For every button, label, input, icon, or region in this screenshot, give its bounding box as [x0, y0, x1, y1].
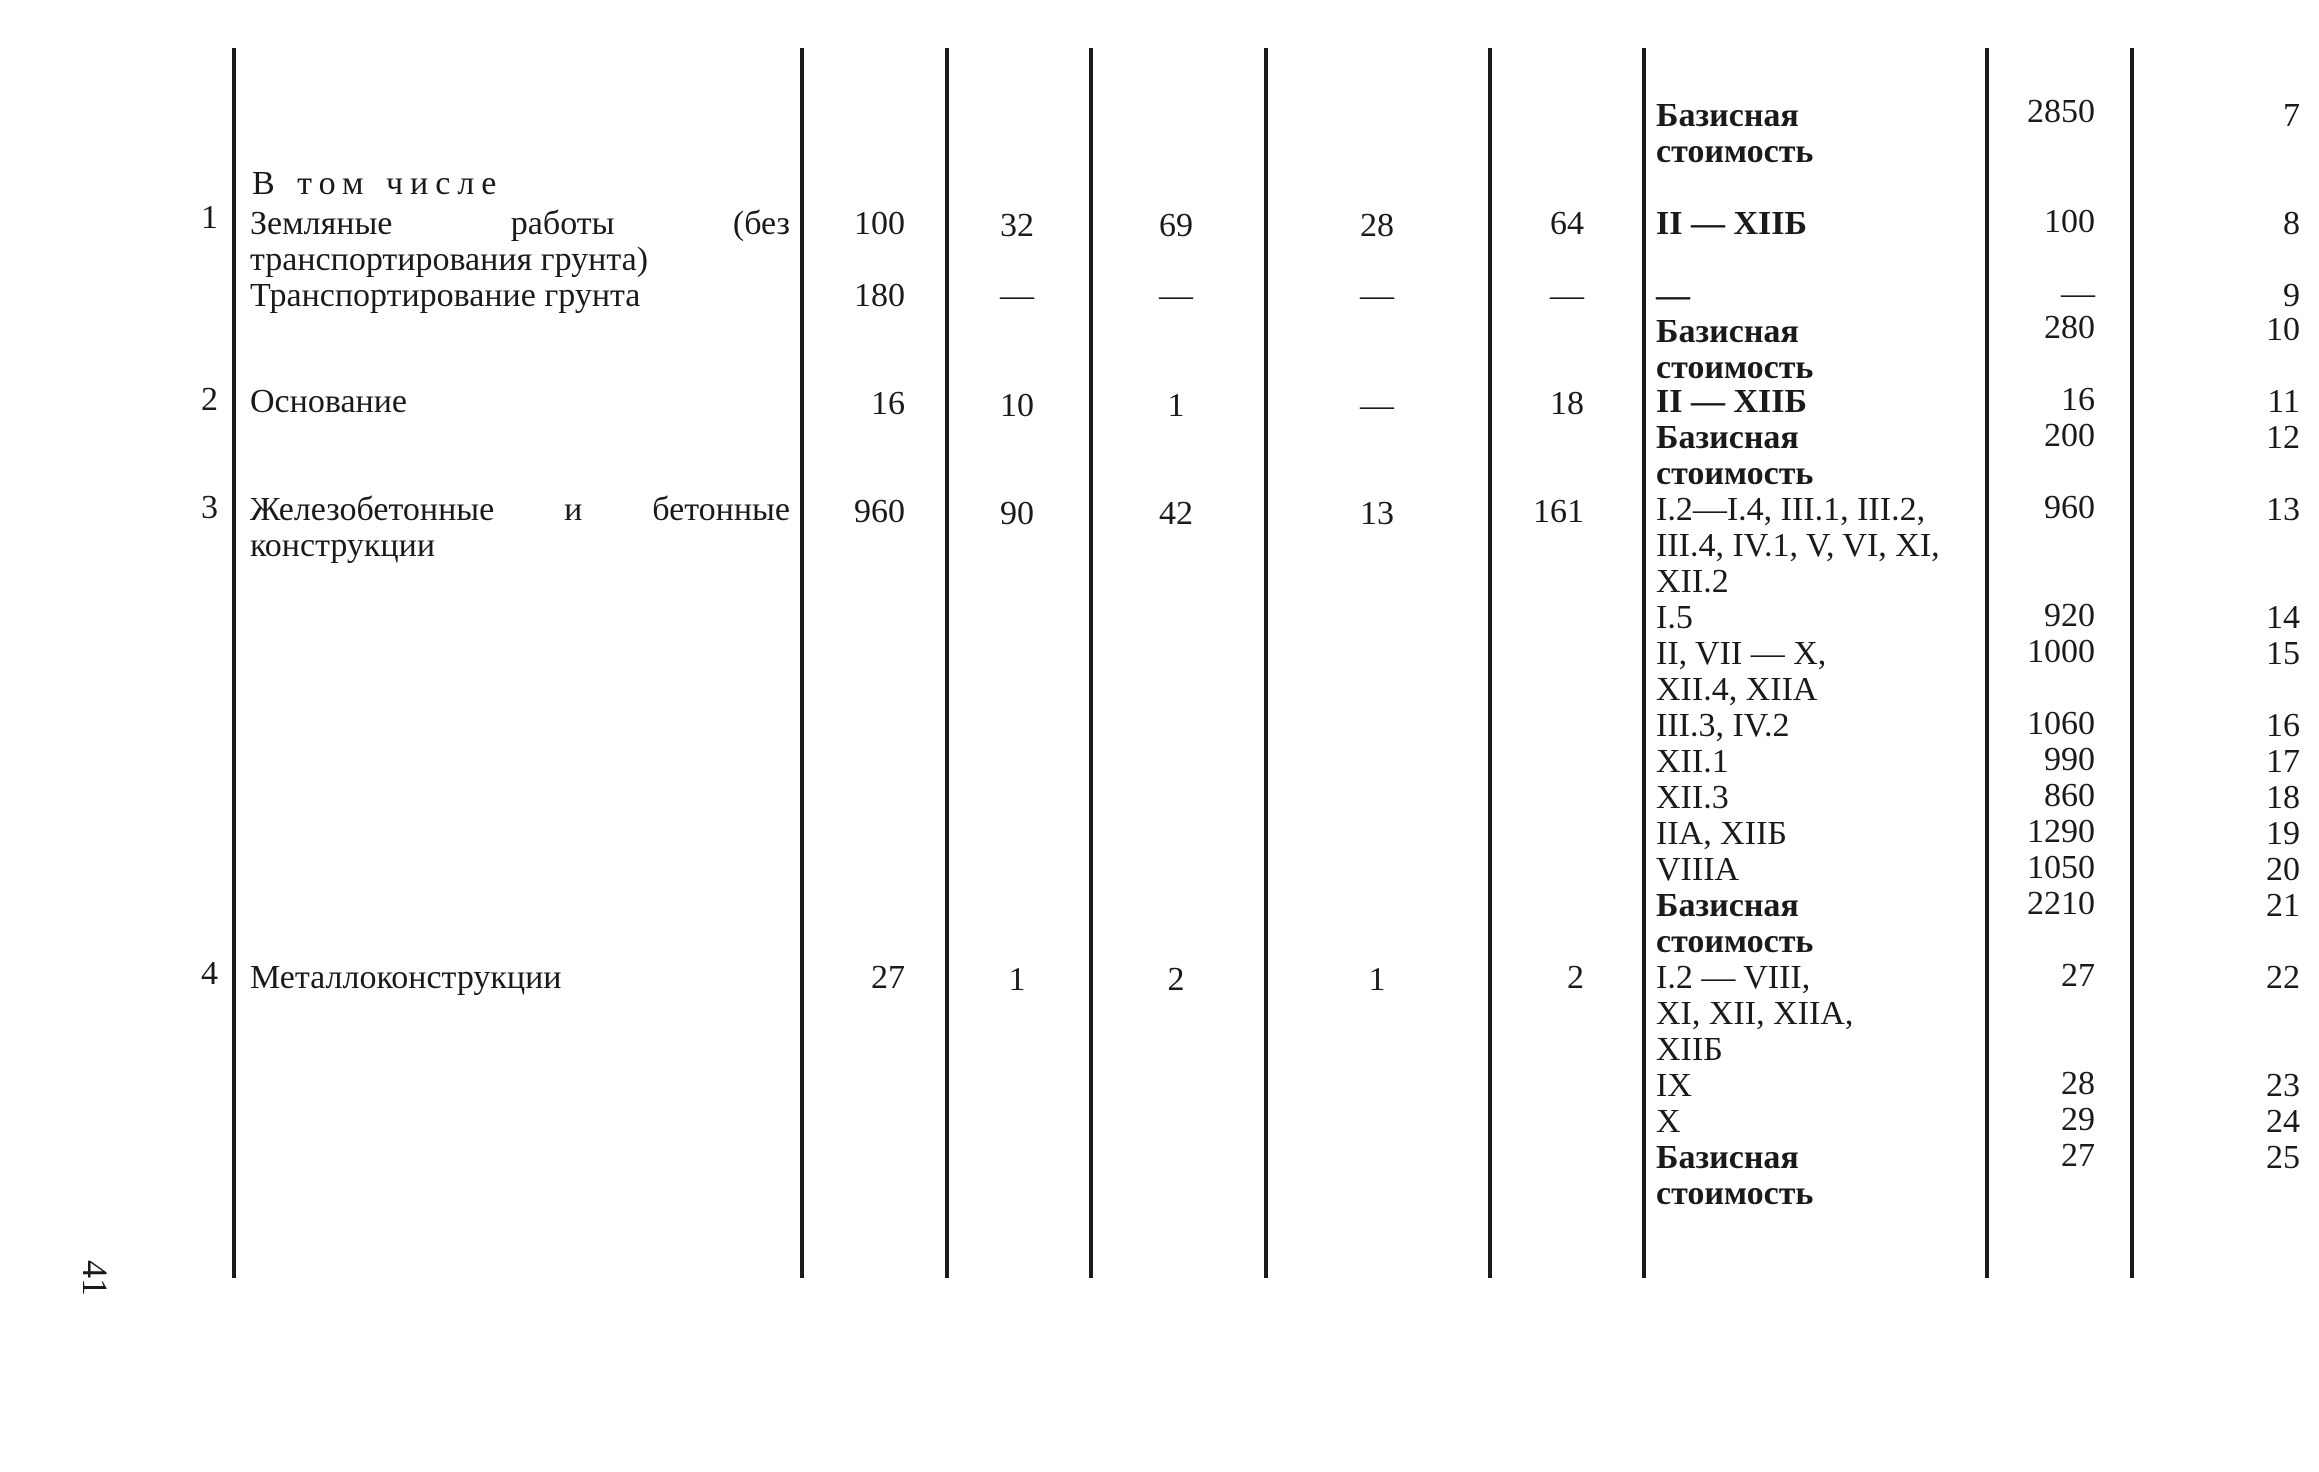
col4-cell: 1	[1368, 961, 1386, 998]
column-rule	[1089, 48, 1093, 1278]
index-cell: 20	[2266, 851, 2300, 888]
value-cell: 280	[2044, 309, 2095, 346]
row-number: 4	[201, 955, 218, 992]
index-cell: 22	[2266, 959, 2300, 996]
col2-cell: 10	[1000, 387, 1034, 424]
row-number: 3	[201, 489, 218, 526]
zone-cell: X	[1656, 1103, 1681, 1140]
value-cell: 2210	[2027, 885, 2095, 922]
col4-cell: —	[1360, 387, 1394, 424]
value-cell: 27	[2061, 1137, 2095, 1174]
index-cell: 17	[2266, 743, 2300, 780]
col3-cell: 1	[1167, 387, 1185, 424]
column-rule	[800, 48, 804, 1278]
col2-cell: —	[1000, 277, 1034, 314]
zone-cell: —	[1656, 277, 1690, 314]
index-cell: 24	[2266, 1103, 2300, 1140]
index-cell: 14	[2266, 599, 2300, 636]
item-name: Земляные работы (без транспортирования грунта)	[250, 205, 790, 278]
col4-cell: 28	[1360, 207, 1394, 244]
value-cell: 920	[2044, 597, 2095, 634]
col2-cell: 32	[1000, 207, 1034, 244]
col1-cell: 27	[871, 959, 905, 996]
value-cell: 960	[2044, 489, 2095, 526]
zone-cell: II, VII — X, XII.4, XIIA	[1656, 635, 1827, 708]
zone-cell: VIIIA	[1656, 851, 1740, 888]
index-cell: 11	[2267, 383, 2300, 420]
value-cell: 27	[2061, 957, 2095, 994]
page-number: 41	[75, 1260, 115, 1296]
item-name: Основание	[250, 383, 408, 420]
column-rule	[1488, 48, 1492, 1278]
column-rule	[2130, 48, 2134, 1278]
zone-cell: XII.3	[1656, 779, 1729, 816]
zone-cell: II — XIIБ	[1656, 205, 1807, 242]
zone-cell: Базисная стоимость	[1656, 887, 1814, 960]
zone-cell: I.2—I.4, III.1, III.2, III.4, IV.1, V, VI, XI, XII.2	[1656, 491, 1940, 600]
index-cell: 8	[2283, 205, 2300, 242]
row-header-label: В том числе	[252, 165, 504, 202]
col3-cell: 42	[1159, 495, 1193, 532]
index-cell: 18	[2266, 779, 2300, 816]
index-cell: 16	[2266, 707, 2300, 744]
index-cell: 9	[2283, 277, 2300, 314]
col2-cell: 90	[1000, 495, 1034, 532]
value-cell: 29	[2061, 1101, 2095, 1138]
zone-cell: Базисная стоимость	[1656, 313, 1814, 386]
value-cell: 1050	[2027, 849, 2095, 886]
col3-cell: —	[1159, 277, 1193, 314]
col3-cell: 69	[1159, 207, 1193, 244]
value-cell: 16	[2061, 381, 2095, 418]
value-cell: 2850	[2027, 93, 2095, 130]
col5-cell: —	[1550, 277, 1584, 314]
col1-cell: 100	[854, 205, 905, 242]
column-rule	[232, 48, 236, 1278]
column-rule	[1642, 48, 1646, 1278]
value-cell: 1290	[2027, 813, 2095, 850]
index-cell: 19	[2266, 815, 2300, 852]
index-cell: 10	[2266, 311, 2300, 348]
col5-cell: 18	[1550, 385, 1584, 422]
col5-cell: 161	[1533, 493, 1584, 530]
zone-cell: IX	[1656, 1067, 1692, 1104]
item-name: Железобетонные и бетонные конструкции	[250, 491, 790, 564]
value-cell: 28	[2061, 1065, 2095, 1102]
index-cell: 7	[2283, 97, 2300, 134]
value-cell: 100	[2044, 203, 2095, 240]
index-cell: 21	[2266, 887, 2300, 924]
col1-cell: 180	[854, 277, 905, 314]
value-cell: 860	[2044, 777, 2095, 814]
index-cell: 25	[2266, 1139, 2300, 1176]
value-cell: 990	[2044, 741, 2095, 778]
item-name: Металлоконструкции	[250, 959, 562, 996]
zone-cell: III.3, IV.2	[1656, 707, 1790, 744]
value-cell: —	[2061, 275, 2095, 312]
index-cell: 13	[2266, 491, 2300, 528]
index-cell: 23	[2266, 1067, 2300, 1104]
zone-cell: Базисная стоимость	[1656, 1139, 1814, 1212]
zone-cell: II — XIIБ	[1656, 383, 1807, 420]
col5-cell: 2	[1567, 959, 1584, 996]
col2-cell: 1	[1008, 961, 1026, 998]
row-number: 2	[201, 381, 218, 418]
column-rule	[1264, 48, 1268, 1278]
col4-cell: —	[1360, 277, 1394, 314]
col3-cell: 2	[1167, 961, 1185, 998]
item-name: Транспортирование грунта	[250, 277, 641, 314]
zone-cell: Базисная стоимость	[1656, 419, 1814, 492]
col5-cell: 64	[1550, 205, 1584, 242]
zone-cell: I.2 — VIII, XI, XII, XIIA, XIIБ	[1656, 959, 1854, 1068]
index-cell: 12	[2266, 419, 2300, 456]
zone-cell: Базисная стоимость	[1656, 97, 1814, 170]
col1-cell: 960	[854, 493, 905, 530]
column-rule	[945, 48, 949, 1278]
value-cell: 1060	[2027, 705, 2095, 742]
index-cell: 15	[2266, 635, 2300, 672]
col1-cell: 16	[871, 385, 905, 422]
row-number: 1	[201, 199, 218, 236]
value-cell: 1000	[2027, 633, 2095, 670]
value-cell: 200	[2044, 417, 2095, 454]
col4-cell: 13	[1360, 495, 1394, 532]
zone-cell: XII.1	[1656, 743, 1729, 780]
zone-cell: I.5	[1656, 599, 1693, 636]
zone-cell: IIA, XIIБ	[1656, 815, 1787, 852]
